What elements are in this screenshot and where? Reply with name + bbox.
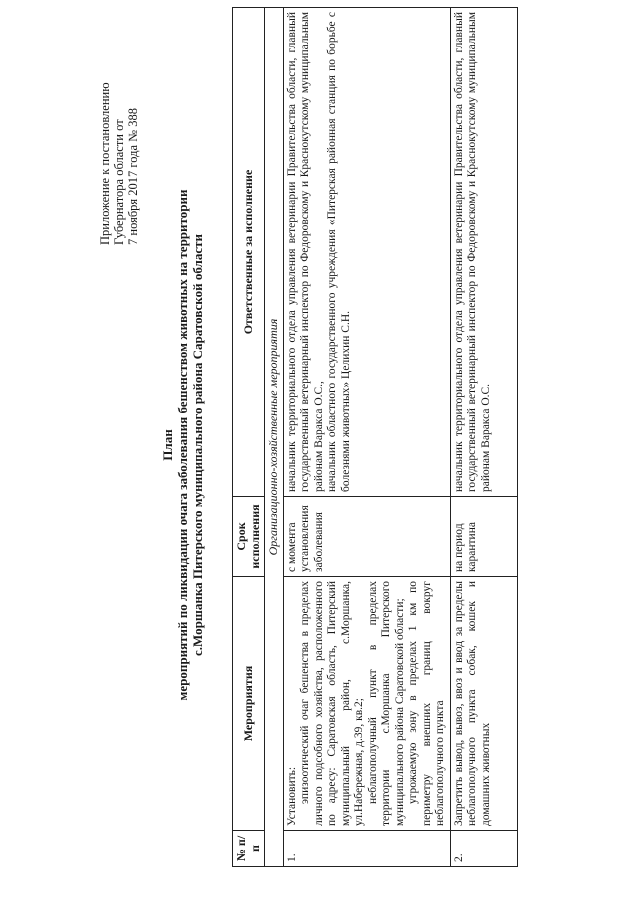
approval-line: 7 ноября 2017 года № 388 (126, 108, 140, 245)
row-action (450, 577, 517, 831)
document-title (160, 135, 205, 755)
row-action (283, 577, 450, 831)
action-paragraph: угрожаемую зону в пределах 1 км по периметру внешних границ вокруг неблагополучного пункта (407, 581, 446, 826)
header-responsible: Ответственные за исполнение (233, 8, 265, 497)
action-paragraph: неблагополучный пункт в пределах территории с.Моршанка Питерского муниципального района Саратовской области; (366, 581, 406, 826)
section-row (265, 8, 284, 867)
row-term: с момента установления заболевания (283, 497, 450, 577)
responsible-paragraph: начальник территориального отдела управления ветеринарии Правительства области, главный государственный ветеринарный инспектор по Федоровскому и Краснокутскому муниципальным районам Варакса О.С., (285, 12, 325, 492)
row-responsible (450, 8, 517, 497)
header-action: Мероприятия (233, 577, 265, 831)
responsible-text: начальник территориального отдела управления ветеринарии Правительства области, главный государственный ветеринарный инспектор по Федоровскому и Краснокутскому муниципальным районам Варакса О.С. (452, 12, 492, 492)
title-line: План (160, 429, 175, 461)
plan-table (232, 7, 518, 867)
action-intro: Установить: (285, 766, 298, 826)
action-text: Запретить вывод, вывоз, ввоз и ввод за пределы неблагополучного пункта собак, кошек и домашних животных (452, 581, 492, 826)
title-line: мероприятий по ликвидации очага заболевания бешенством животных на территории (175, 189, 190, 701)
approval-line: Приложение к постановлению (98, 82, 112, 245)
action-paragraph: эпизоотический очаг бешенства в пределах личного подсобного хозяйства, расположенного по адресу: Саратовская область, Питерский муниципальный район, с.Моршанка, ул.Набережная, д.39, кв.2; (299, 581, 365, 826)
title-line: с.Моршанка Питерского муниципального района Саратовской области (190, 234, 205, 656)
table-header-row (233, 8, 265, 867)
header-term: Срок исполнения (233, 497, 265, 577)
responsible-paragraph: начальник областного государственного учреждения «Питерская районная станция по борьбе с болезнями животных» Целихин С.Н. (326, 12, 352, 492)
table-row (450, 8, 517, 867)
section-title: Организационно-хозяйственные мероприятия (265, 8, 284, 867)
table-row (283, 8, 450, 867)
term-text: на период карантина (452, 522, 478, 572)
row-num: 2. (450, 831, 517, 867)
row-responsible (283, 8, 450, 497)
approval-line: Губернатора области от (112, 119, 126, 245)
header-num: № п/п (233, 831, 265, 867)
approval-block (98, 5, 140, 245)
row-term (450, 497, 517, 577)
row-num: 1. (283, 831, 450, 867)
